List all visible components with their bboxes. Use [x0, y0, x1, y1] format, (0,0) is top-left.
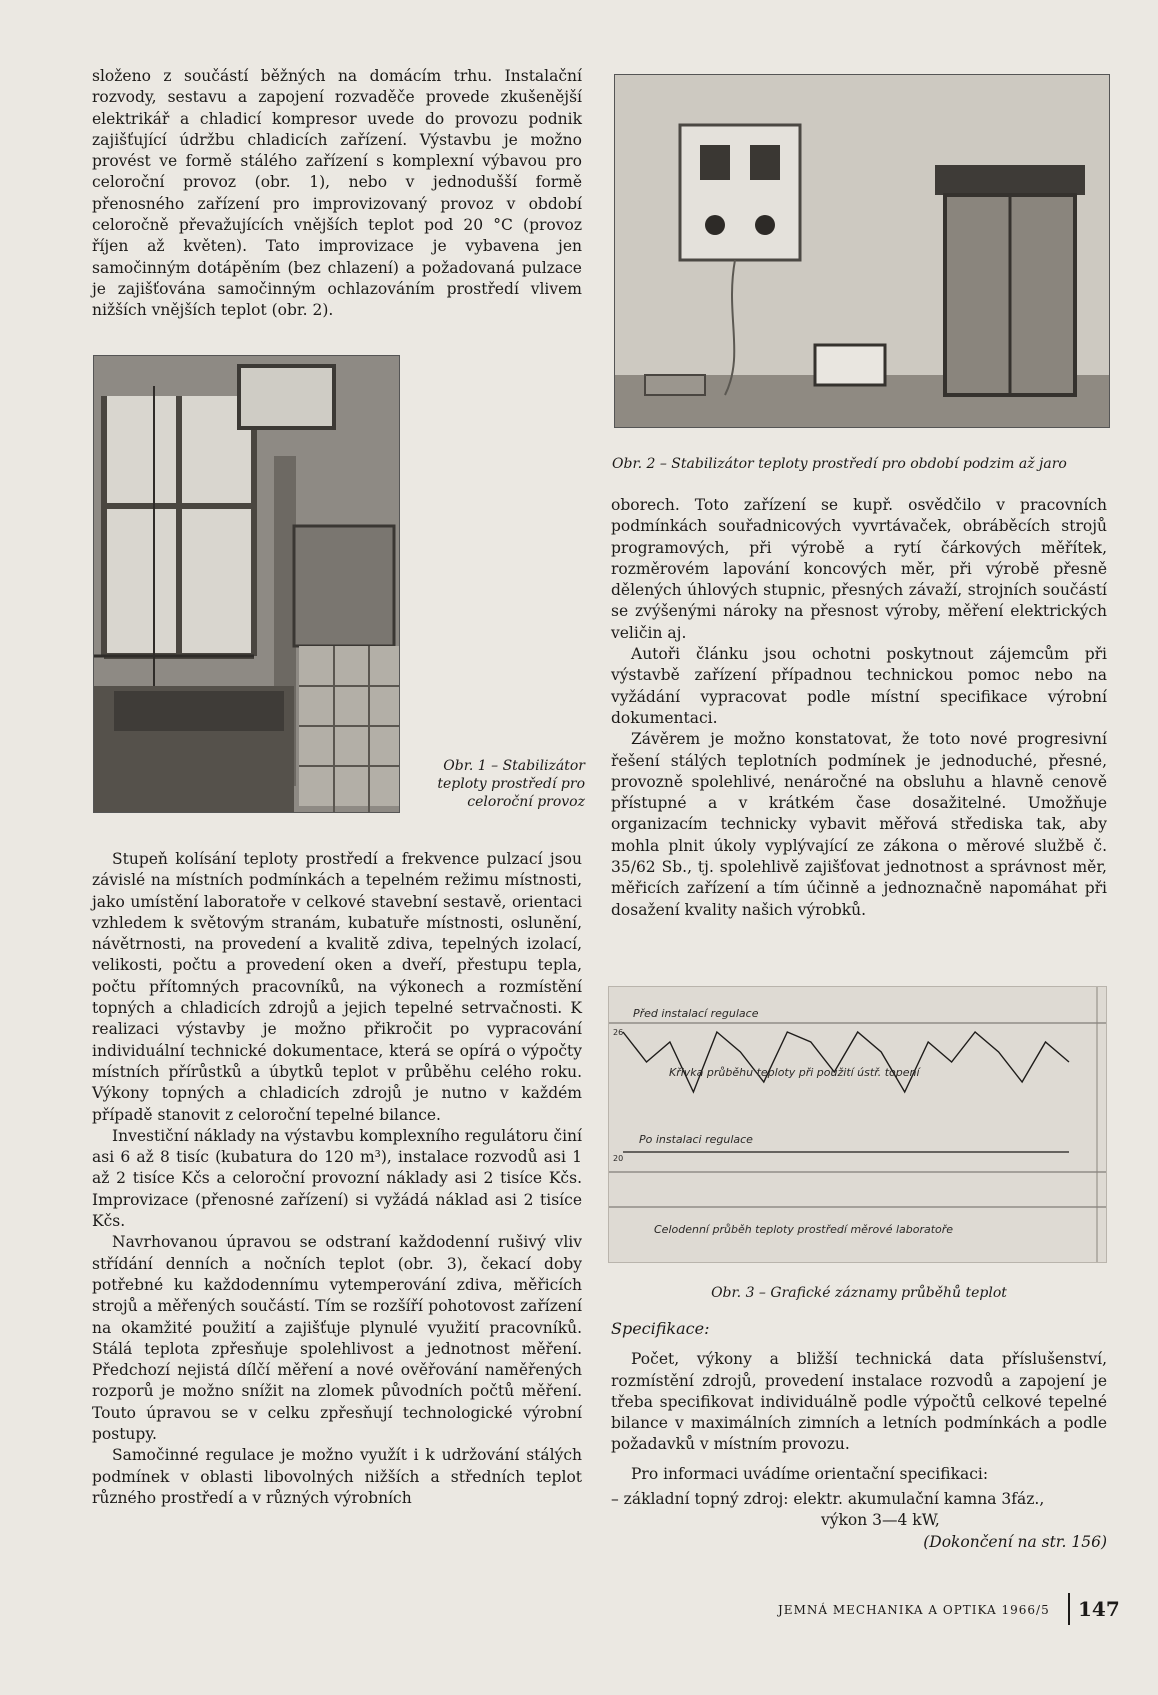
paragraph-regulation: Samočinné regulace je možno využít i k udržování stálých podmínek v oblasti libovolných nižších a středních teplot různého prostředí a v různých výrobních	[92, 1446, 582, 1507]
caption-line: celoroční provoz	[467, 794, 585, 810]
paragraph-conclusion: Závěrem je možno konstatovat, že toto nové progresivní řešení stálých teplotních podmínek je jednoduché, přesné, provozně spolehlivé, nenáročné na obsluhu a hlavně cenově přístupné a v krátkém čase dosažitelné. Umožňuje organizacím technicky vybavit měřová střediska tak, aby mohla plnit úkoly vyplývající ze zákona o měrové službě č. 35/62 Sb., tj. spolehlivě zajišťovat jednotnost a správnost měr, měřicích zařízení a tím účinně a jednoznačně napomáhat při dosažení kvality našich výrobků.	[611, 730, 1107, 919]
paragraph-authors: Autoři článku jsou ochotni poskytnout zájemcům při výstavbě zařízení případnou technickou pomoc nebo na vyžádání vypracovat podle místní specifikace výrobní dokumentaci.	[611, 645, 1107, 727]
tick-label-20: 20	[613, 1154, 624, 1163]
paragraph-costs: Investiční náklady na výstavbu komplexního regulátoru činí asi 6 až 8 tisíc (kubatura do 120 m³), instalace rozvodů asi 1 až 2 tisíce Kčs a celoroční provozní náklady asi 2 tisíce Kčs. Improvizace (přenosné zařízení) si vyžádá náklad asi 2 tisíce Kčs.	[92, 1126, 582, 1231]
tick-label-26: 26	[613, 1028, 624, 1037]
paragraph-specification: Počet, výkony a bližší technická data příslušenství, rozmístění zdrojů, provedení instalace rozvodů a zapojení je třeba specifikovat individuálně podle výpočtů celkové tepelné bilance v maximálních zimních a letních podmínkách a podle požadavků v místním provozu.	[611, 1350, 1107, 1454]
caption-line: teploty prostředí pro	[437, 776, 585, 792]
spec-heading: Specifikace:	[611, 1319, 710, 1338]
paragraph-conditions: Stupeň kolísání teploty prostředí a frekvence pulzací jsou závislé na místních podmínkách a tepelném režimu místnosti, jako umístění laboratoře v celkové stavební sestavě, orientaci vzhledem k světovým stranám, kubatuře místnosti, oslunění, návětrnosti, na provedení a kvalitě zdiva, tepelných izolací, velikosti, počtu a provedení oken a dveří, přestupu tepla, počtu přítomných pracovníků, na výkonech a rozmístění topných a chladicích zdrojů a jejich tepelné setrvačnosti. K realizaci výstavby je možno přikročit po vypracování individuální technické dokumentace, která se opírá o výpočty místních přírůstků a úbytků teplot v průběhu celého roku. Výkony topných a chladicích zdrojů je nutno v každém případě stanovit z celoroční tepelné bilance.	[92, 850, 582, 1124]
page-number: 147	[1078, 1597, 1120, 1621]
spec-item-heat-source: – základní topný zdroj: elektr. akumulační kamna 3fáz.,	[611, 1490, 1045, 1509]
paragraph-intro: složeno z součástí běžných na domácím trhu. Instalační rozvody, sestavu a zapojení rozvaděče provede zkušenější elektrikář a chladicí kompresor uvede do provozu podnik zajišťující údržbu chladicích zařízení. Výstavbu je možno provést ve formě stálého zařízení s komplexní výbavou pro celoroční provoz (obr. 1), nebo v jednodušší formě přenosného zařízení pro improvizovaný provoz v období celoročně převažujících vnějších teplot pod 20 °C (provoz říjen až květen). Tato improvizace je vybavena jen samočinným dotápěním (bez chlazení) a požadovaná pulzace je zajišťována samočinným ochlazováním prostředí vlivem nižších vnějších teplot (obr. 2).	[92, 67, 582, 320]
laboratory-photo	[94, 356, 399, 812]
annotation-after: Po instalaci regulace	[639, 1133, 753, 1146]
annotation-before: Před instalací regulace	[633, 1007, 759, 1020]
page-footer	[778, 1593, 1120, 1627]
continued-note: (Dokončení na str. 156)	[923, 1532, 1107, 1551]
spec-item-power: výkon 3—4 kW,	[821, 1511, 940, 1530]
paragraph-info: Pro informaci uvádíme orientační specifikaci:	[631, 1464, 989, 1483]
paragraph-benefits: Navrhovanou úpravou se odstraní každodenní rušivý vliv střídání denních a nočních teplot (obr. 3), čekací doby potřebné ku každodennímu vytemperování zdiva, měřicích strojů a měřených součástí. Tím se rozšíří pohotovost zařízení na okamžité použití a zajišťuje plynulé využití pracovníků. Stálá teplota zpřesňuje spolehlivost a jednotnost měření. Předchozí nejistá dílčí měření a nové ověřování naměřených rozporů je možno snížit na zlomek původních počtů měření. Touto úpravou se v celku zpřesňují technologické výrobní postupy.	[92, 1233, 582, 1444]
figure-3-caption: Obr. 3 – Grafické záznamy průběhů teplot	[711, 1285, 1007, 1301]
left-column-lower	[92, 849, 582, 1509]
figure-3-chart	[608, 986, 1107, 1263]
stabilizer-photo	[615, 75, 1109, 427]
temperature-records-chart	[609, 987, 1106, 1262]
series-line-before	[623, 1032, 1069, 1092]
paragraph-applications: oborech. Toto zařízení se kupř. osvědčilo v pracovních podmínkách souřadnicových vyvrtávaček, obráběcích strojů programových, při výrobě a rytí čárkových měřítek, rozměrovém lapování koncových měr, při výrobě přesně dělených úhlových stupnic, přesných závaží, strojních součástí se zvýšenými nároky na přesnost výroby, měření elektrických veličin aj.	[611, 496, 1107, 642]
right-column	[611, 495, 1107, 921]
figure-1-photo	[93, 355, 400, 813]
figure-1-caption	[402, 757, 585, 811]
journal-title: JEMNÁ MECHANIKA A OPTIKA 1966/5	[778, 1603, 1050, 1617]
annotation-daily: Celodenní průběh teploty prostředí měrové laboratoře	[654, 1223, 954, 1236]
annotation-curve: Křivka průběhu teploty při použití ústř. topení	[669, 1066, 920, 1079]
figure-2-photo	[614, 74, 1110, 428]
right-column-specs	[611, 1318, 1107, 1553]
left-column	[92, 66, 582, 322]
footer-divider	[1068, 1593, 1070, 1625]
caption-line: Obr. 1 – Stabilizátor	[443, 758, 585, 774]
figure-2-caption: Obr. 2 – Stabilizátor teploty prostředí pro období podzim až jaro	[612, 456, 1067, 472]
